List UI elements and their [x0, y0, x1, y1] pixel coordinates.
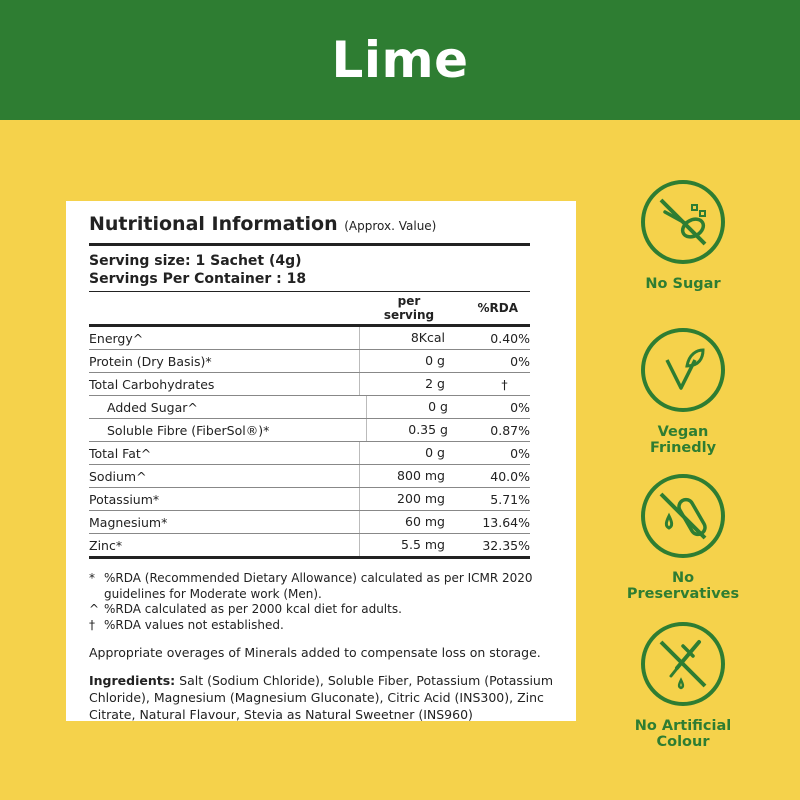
nutrient-row: [89, 349, 530, 372]
ingredients-text: Salt (Sodium Chloride), Soluble Fiber, Potassium (Potassium Chloride), Magnesium (Magnesium Gluconate), Citric Acid (INS300), Zinc Citrate, Natural Flavour, Stevia as Natural Sweetner (INS960): [89, 673, 554, 722]
nutrient-per-serving: 0 g: [366, 396, 462, 418]
badge-no-preservatives: [603, 472, 763, 602]
nutrient-row: [89, 464, 530, 487]
badge-label: No Sugar: [645, 276, 721, 292]
nutrient-per-serving: 2 g: [359, 373, 459, 395]
nutrient-name: Added Sugar^: [107, 399, 198, 415]
nutrient-per-serving: 8Kcal: [359, 327, 459, 349]
col-per-serving: per serving: [383, 294, 435, 322]
nutrient-row: [89, 395, 530, 418]
footnotes: [89, 571, 563, 633]
nutrition-title: [89, 213, 563, 235]
nutrient-per-serving: 0 g: [359, 350, 459, 372]
nutrient-name: Zinc*: [89, 537, 123, 553]
nutrient-rda: 0.40%: [490, 330, 530, 346]
badge-label: Vegan Frinedly: [649, 424, 717, 456]
nutrient-rda: 0%: [510, 353, 530, 369]
nutrient-rda: 40.0%: [490, 468, 530, 484]
nutrient-row: [89, 324, 530, 349]
nutrient-name: Total Carbohydrates: [89, 376, 215, 392]
no-preservatives-icon: [639, 472, 727, 560]
nutrient-row: [89, 372, 530, 395]
serving-info: [89, 246, 530, 291]
serving-size: Serving size: 1 Sachet (4g): [89, 253, 302, 269]
badge-vegan: [603, 326, 763, 456]
nutrition-title-text: Nutritional Information: [89, 213, 338, 235]
nutrition-title-note: (Approx. Value): [344, 219, 437, 233]
nutrient-row: [89, 510, 530, 533]
nutrient-rda: 13.64%: [482, 514, 530, 530]
nutrient-per-serving: 5.5 mg: [359, 534, 459, 556]
badge-label: No Artificial Colour: [634, 718, 732, 750]
nutrient-per-serving: 0.35 g: [366, 419, 462, 441]
nutrient-name: Protein (Dry Basis)*: [89, 353, 212, 369]
nutrient-row: [89, 418, 530, 441]
nutrient-rda: 0%: [510, 445, 530, 461]
badge-label: No Preservatives: [626, 570, 740, 602]
ingredients: [89, 672, 559, 723]
nutrient-row: [89, 533, 530, 559]
nutrient-name: Energy^: [89, 330, 144, 346]
nutrient-row: [89, 441, 530, 464]
nutrient-rda: †: [501, 376, 508, 392]
table-header: [89, 292, 530, 324]
nutrition-table: [89, 243, 530, 559]
footnote: * %RDA (Recommended Dietary Allowance) calculated as per ICMR 2020 guidelines for Moderate work (Men).: [89, 571, 533, 601]
nutrient-per-serving: 0 g: [359, 442, 459, 464]
nutrition-panel: [66, 201, 576, 721]
no-artificial-colour-icon: [639, 620, 727, 708]
nutrient-rda: 5.71%: [490, 491, 530, 507]
nutrient-rda: 0.87%: [490, 422, 530, 438]
col-rda: %RDA: [477, 301, 518, 315]
ingredients-label: Ingredients:: [89, 673, 176, 688]
nutrient-rows: [89, 324, 530, 559]
header-bar: [0, 0, 800, 120]
page-title: Lime: [331, 31, 469, 89]
nutrient-name: Soluble Fibre (FiberSol®)*: [107, 422, 270, 438]
nutrient-name: Sodium^: [89, 468, 147, 484]
servings-per-container: Servings Per Container : 18: [89, 271, 307, 287]
nutrient-per-serving: 200 mg: [359, 488, 459, 510]
nutrient-name: Potassium*: [89, 491, 160, 507]
nutrient-name: Magnesium*: [89, 514, 168, 530]
nutrient-per-serving: 800 mg: [359, 465, 459, 487]
nutrient-row: [89, 487, 530, 510]
nutrient-rda: 32.35%: [482, 537, 530, 553]
nutrient-per-serving: 60 mg: [359, 511, 459, 533]
overages-note: Appropriate overages of Minerals added to compensate loss on storage.: [89, 645, 541, 660]
no-sugar-icon: [639, 178, 727, 266]
badge-no-artificial-colour: [603, 620, 763, 750]
footnote: ^ %RDA calculated as per 2000 kcal diet for adults.: [89, 602, 402, 616]
nutrient-rda: 0%: [510, 399, 530, 415]
footnote: † %RDA values not established.: [89, 617, 284, 632]
nutrient-name: Total Fat^: [89, 445, 152, 461]
badge-no-sugar: [603, 178, 763, 292]
vegan-leaf-icon: [639, 326, 727, 414]
